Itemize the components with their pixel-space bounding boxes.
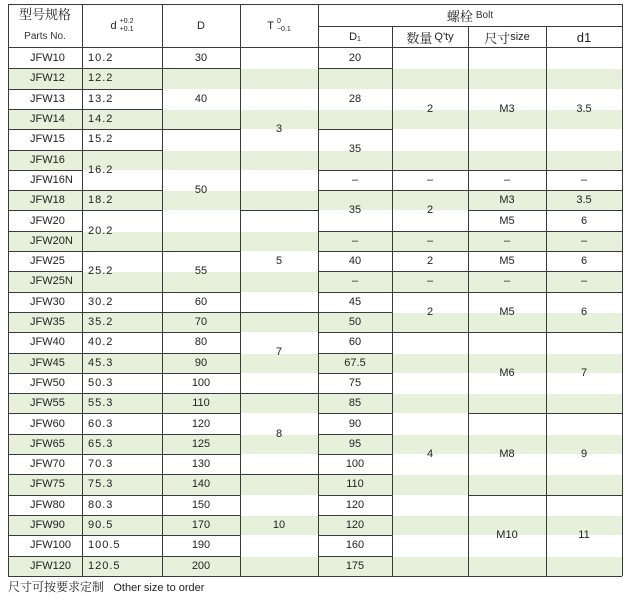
d-value: 50.3 <box>88 376 114 389</box>
d1-value: 6 <box>580 305 588 318</box>
size-value: M8 <box>499 447 515 460</box>
part-number: JFW35 <box>30 316 65 329</box>
size-value: M10 <box>496 529 518 542</box>
d1-value: 120 <box>345 498 365 511</box>
d-value: 200 <box>191 559 211 572</box>
part-number: JFW50 <box>30 376 65 389</box>
d-value: 13.2 <box>88 92 114 105</box>
header-parts-cn: 型号规格 <box>18 6 71 22</box>
d1-value: – <box>580 173 588 186</box>
part-number: JFW45 <box>30 356 65 369</box>
part-number: JFW25N <box>30 275 73 288</box>
d1-value: 50 <box>348 316 362 329</box>
d-value: 125 <box>191 437 211 450</box>
d-value: 40 <box>194 92 208 105</box>
d-value: 20.2 <box>88 224 114 237</box>
qty-value: 2 <box>426 305 434 318</box>
size-value: – <box>503 234 511 247</box>
d1-value: 7 <box>580 366 588 379</box>
d-value: 18.2 <box>88 194 114 207</box>
part-number: JFW13 <box>30 92 65 105</box>
part-number: JFW16N <box>30 173 73 186</box>
header-T: T 0 −0.1 <box>267 18 291 33</box>
header-qty: 数量 Q'ty <box>406 30 454 46</box>
d1-value: 100 <box>345 458 365 471</box>
d1-value: 28 <box>348 92 362 105</box>
size-value: M5 <box>499 305 515 318</box>
d-value: 30 <box>194 52 208 65</box>
header-d: d +0.2 +0.1 <box>110 18 134 33</box>
d1-value: 95 <box>348 437 362 450</box>
d1-value: 35 <box>348 204 362 217</box>
d-value: 25.2 <box>88 265 114 278</box>
part-number: JFW16 <box>30 153 65 166</box>
d1-value: 11 <box>578 529 590 542</box>
part-number: JFW40 <box>30 336 65 349</box>
qty-value: 4 <box>426 447 434 460</box>
d1-value: 160 <box>345 539 365 552</box>
d-value: 110 <box>192 397 210 410</box>
size-value: M5 <box>499 255 515 268</box>
d1-value: 6 <box>580 214 588 227</box>
d1-value: 67.5 <box>344 356 366 369</box>
part-number: JFW20 <box>30 214 65 227</box>
d-value: 65.3 <box>88 437 114 450</box>
d-value: 130 <box>191 458 211 471</box>
d1-value: 60 <box>348 336 362 349</box>
d-value: 40.2 <box>88 336 114 349</box>
footer-note-cn: 尺寸可按要求定制 <box>8 580 105 594</box>
d-value: 60.3 <box>88 417 114 430</box>
d-value: 100 <box>191 376 211 389</box>
d-value: 80.3 <box>88 498 114 511</box>
d1-value: 40 <box>348 255 362 268</box>
header-d1: d1 <box>576 29 592 45</box>
d1-value: – <box>351 173 359 186</box>
size-value: M3 <box>499 102 515 115</box>
d1-value: 45 <box>348 295 362 308</box>
header-bolt: 螺栓 Bolt <box>446 8 494 24</box>
footer-note <box>8 578 204 595</box>
d-value: 120.5 <box>88 559 121 572</box>
d-value: 60 <box>194 295 208 308</box>
header-parts-en: Parts No. <box>24 30 66 42</box>
d1-value: 90 <box>348 417 362 430</box>
d1-value: 3.5 <box>576 194 592 207</box>
d-value: 80 <box>194 336 208 349</box>
d1-value: – <box>351 234 359 247</box>
d1-value: 85 <box>348 397 362 410</box>
part-number: JFW75 <box>30 478 65 491</box>
part-number: JFW80 <box>30 498 65 511</box>
d-value: 170 <box>191 519 211 532</box>
d-value: 190 <box>191 539 211 552</box>
d-value: 15.2 <box>88 133 114 146</box>
footer-note-en: Other size to order <box>113 582 205 594</box>
d-value: 90 <box>194 356 208 369</box>
d-value: 70.3 <box>88 458 114 471</box>
part-number: JFW30 <box>30 295 65 308</box>
header-size: 尺寸 size <box>484 30 530 46</box>
t-value: 3 <box>275 123 283 136</box>
d-value: 30.2 <box>88 295 114 308</box>
d-value: 75.3 <box>88 478 114 491</box>
part-number: JFW14 <box>30 113 65 126</box>
d1-value: 75 <box>348 376 362 389</box>
header-D1: D 1 <box>349 31 361 43</box>
d1-value: 6 <box>580 255 588 268</box>
d-value: 35.2 <box>88 316 114 329</box>
d-value: 16.2 <box>88 163 114 176</box>
d1-value: 9 <box>580 447 588 460</box>
d-value: 90.5 <box>88 519 114 532</box>
size-value: M3 <box>499 194 515 207</box>
d-value: 55.3 <box>88 397 114 410</box>
t-value: 7 <box>275 346 283 359</box>
size-value: M6 <box>499 366 515 379</box>
qty-value: – <box>426 234 434 247</box>
size-value: – <box>503 173 511 186</box>
part-number: JFW120 <box>30 559 71 572</box>
d1-value: – <box>351 275 359 288</box>
part-number: JFW18 <box>30 194 65 207</box>
size-value: M5 <box>499 214 515 227</box>
d1-value: 175 <box>345 559 365 572</box>
size-value: – <box>503 275 511 288</box>
d-value: 55 <box>194 265 208 278</box>
d1-value: 3.5 <box>576 102 592 115</box>
d1-value: 120 <box>345 519 365 532</box>
d-value: 70 <box>194 316 208 329</box>
qty-value: – <box>426 173 434 186</box>
part-number: JFW90 <box>30 519 65 532</box>
part-number: JFW65 <box>30 437 65 450</box>
d-value: 12.2 <box>88 72 114 85</box>
d1-value: – <box>580 275 588 288</box>
d-value: 45.3 <box>88 356 114 369</box>
part-number: JFW12 <box>30 72 65 85</box>
qty-value: 2 <box>426 255 434 268</box>
part-number: JFW100 <box>30 539 71 552</box>
d-value: 50 <box>194 184 208 197</box>
part-number: JFW60 <box>30 417 65 430</box>
part-number: JFW10 <box>30 52 65 65</box>
header-D: D <box>197 20 205 32</box>
qty-value: 2 <box>426 102 434 115</box>
part-number: JFW20N <box>30 234 73 247</box>
d1-value: – <box>580 234 588 247</box>
d1-value: 110 <box>346 478 364 491</box>
t-value: 8 <box>275 427 283 440</box>
d-value: 14.2 <box>88 113 114 126</box>
t-value: 10 <box>272 519 286 532</box>
part-number: JFW15 <box>30 133 65 146</box>
d-value: 120 <box>191 417 211 430</box>
t-value: 5 <box>275 255 283 268</box>
part-number: JFW70 <box>30 458 65 471</box>
part-number: JFW55 <box>30 397 65 410</box>
part-number: JFW25 <box>30 255 65 268</box>
d-value: 100.5 <box>88 539 121 552</box>
d-value: 150 <box>191 498 211 511</box>
d1-value: 35 <box>348 143 362 156</box>
d1-value: 20 <box>348 52 362 65</box>
d-value: 10.2 <box>88 52 114 65</box>
qty-value: 2 <box>426 204 434 217</box>
qty-value: – <box>426 275 434 288</box>
d-value: 140 <box>191 478 211 491</box>
